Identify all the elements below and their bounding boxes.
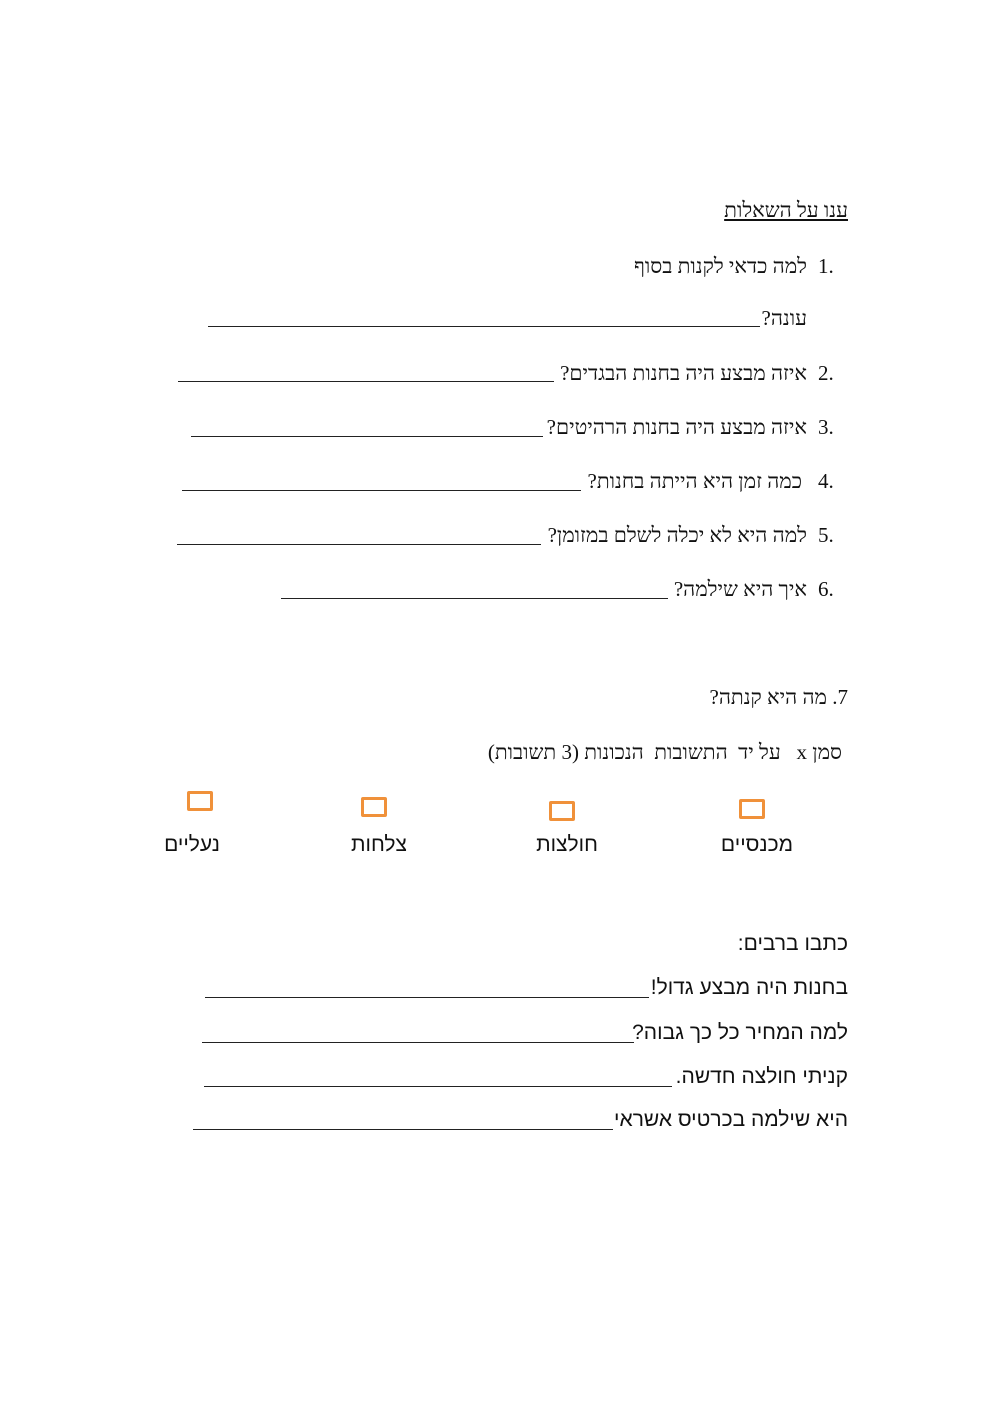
checkbox-shoes[interactable]: [187, 791, 213, 811]
answer-line[interactable]: [202, 1042, 634, 1043]
answer-line[interactable]: [204, 1086, 672, 1087]
question-number: 6.: [818, 577, 834, 601]
answer-line[interactable]: [178, 381, 554, 382]
sentence-2: למה המחיר כל כך גבוה?: [632, 1021, 848, 1044]
option-shoes-label: נעליים: [164, 833, 220, 856]
question-number: 1.: [818, 254, 834, 278]
sentence-3: קניתי חולצה חדשה.: [675, 1065, 848, 1088]
option-plates-label: צלחות: [351, 833, 407, 856]
answer-line[interactable]: [182, 490, 581, 491]
answer-line[interactable]: [193, 1129, 613, 1130]
checkbox-shirts[interactable]: [549, 801, 575, 821]
answer-line[interactable]: [177, 544, 541, 545]
option-shirts-label: חולצות: [536, 833, 598, 856]
worksheet-title: ענו על השאלות: [724, 198, 848, 222]
question-text: למה היא לא יכלה לשלם במזומן?: [547, 523, 807, 547]
checkbox-plates[interactable]: [361, 797, 387, 817]
question-number: 2.: [818, 361, 834, 385]
sentence-1: בחנות היה מבצע גדול!: [650, 976, 848, 999]
sentence-4: היא שילמה בכרטיס אשראי: [614, 1108, 848, 1131]
question-number: 5.: [818, 523, 834, 547]
question-text-continued: עונה?: [761, 306, 807, 330]
answer-line[interactable]: [191, 436, 543, 437]
answer-line[interactable]: [205, 997, 649, 998]
question-number: 4.: [818, 469, 834, 493]
question-text: איזה מבצע היה בחנות הרהיטים?: [546, 415, 807, 439]
answer-line[interactable]: [208, 326, 760, 327]
question-text: כמה זמן היא הייתה בחנות?: [587, 469, 802, 493]
section-heading: כתבו ברבים:: [737, 932, 848, 955]
instruction-text: סמן x על יד התשובות הנכונות (3 תשובות): [487, 740, 842, 764]
question-text: איזה מבצע היה בחנות הבגדים?: [560, 361, 807, 385]
question-text: איך היא שילמה?: [673, 577, 807, 601]
option-pants-label: מכנסיים: [720, 833, 794, 856]
question-text: למה כדאי לקנות בסוף: [634, 254, 807, 278]
question-number: 3.: [818, 415, 834, 439]
answer-line[interactable]: [281, 598, 668, 599]
question-text: 7. מה היא קנתה?: [709, 685, 848, 709]
checkbox-pants[interactable]: [739, 799, 765, 819]
